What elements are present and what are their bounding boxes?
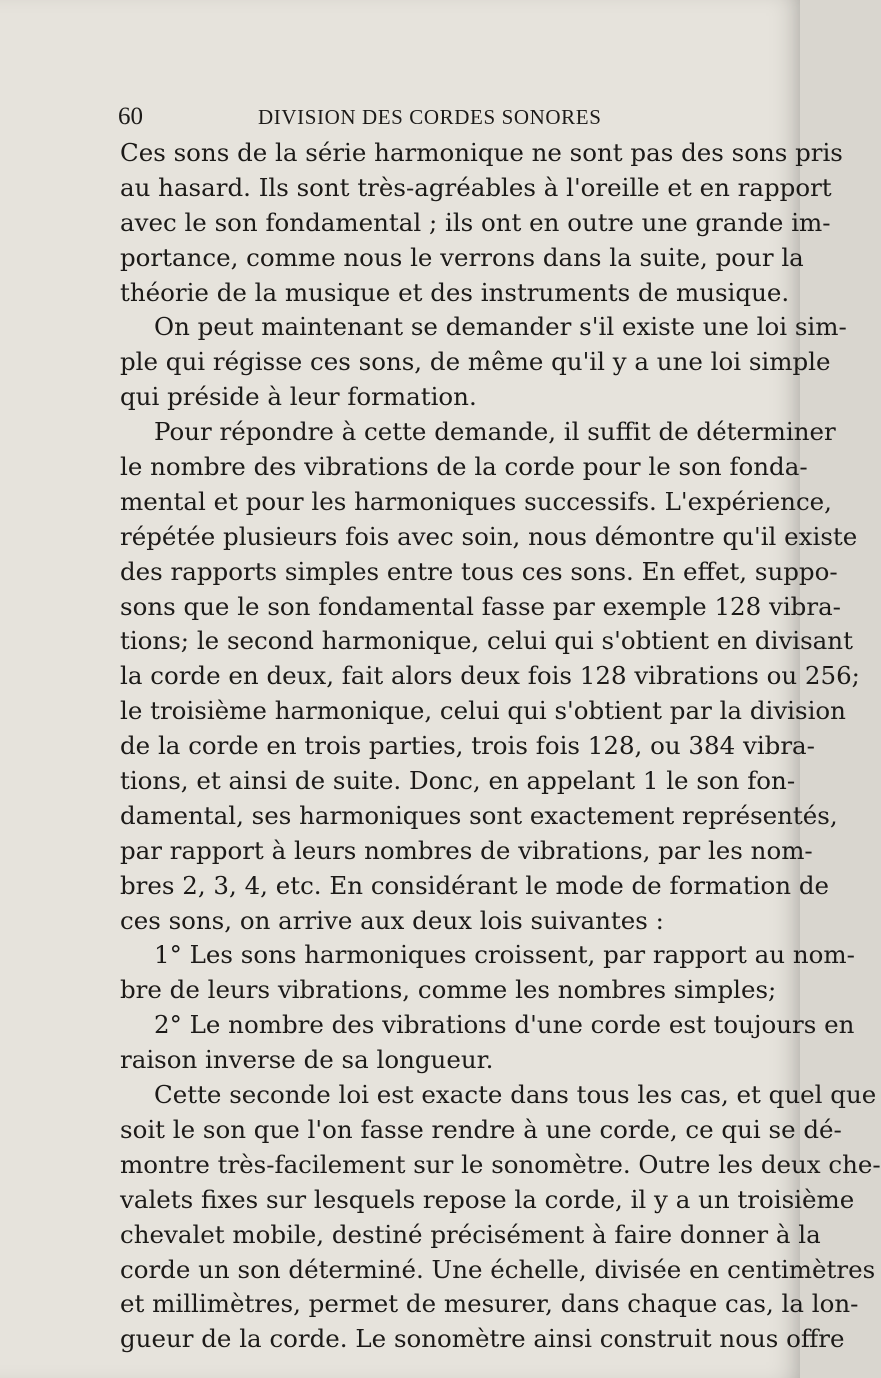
text-line: montre très-facilement sur le sonomètre. Outre les deux che- xyxy=(120,1149,881,1179)
text-line: portance, comme nous le verrons dans la suite, pour la xyxy=(120,242,804,272)
text-line: au hasard. Ils sont très-agréables à l'oreille et en rapport xyxy=(120,172,832,202)
text-line: des rapports simples entre tous ces sons. En effet, suppo- xyxy=(120,556,838,586)
text-line: damental, ses harmoniques sont exactement représentés, xyxy=(120,800,838,830)
text-line: sons que le son fondamental fasse par exemple 128 vibra- xyxy=(120,591,841,621)
text-line: On peut maintenant se demander s'il existe une loi sim- xyxy=(154,312,847,342)
text-line: qui préside à leur formation. xyxy=(120,382,477,412)
text-line: Cette seconde loi est exacte dans tous les cas, et quel que xyxy=(154,1080,877,1110)
page-number: 60 xyxy=(118,103,143,130)
text-line: par rapport à leurs nombres de vibrations, par les nom- xyxy=(120,835,813,865)
page-header xyxy=(118,100,768,134)
text-line: bre de leurs vibrations, comme les nombres simples; xyxy=(120,975,777,1005)
text-line: théorie de la musique et des instruments de musique. xyxy=(120,277,790,307)
text-line: 2° Le nombre des vibrations d'une corde est toujours en xyxy=(154,1010,855,1040)
text-line: le troisième harmonique, celui qui s'obtient par la division xyxy=(120,696,846,726)
text-line: corde un son déterminé. Une échelle, divisée en centimètres xyxy=(120,1254,876,1284)
text-line: ple qui régisse ces sons, de même qu'il y a une loi simple xyxy=(120,347,831,377)
text-line: avec le son fondamental ; ils ont en outre une grande im- xyxy=(120,207,831,237)
text-line: et millimètres, permet de mesurer, dans chaque cas, la lon- xyxy=(120,1289,859,1319)
text-line: bres 2, 3, 4, etc. En considérant le mode de formation de xyxy=(120,870,830,900)
running-title: DIVISION DES CORDES SONORES xyxy=(258,105,602,129)
text-line: le nombre des vibrations de la corde pour le son fonda- xyxy=(120,452,808,482)
text-line: Pour répondre à cette demande, il suffit de déterminer xyxy=(154,417,836,447)
text-line: chevalet mobile, destiné précisément à faire donner à la xyxy=(120,1219,821,1249)
text-line: mental et pour les harmoniques successifs. L'expérience, xyxy=(120,486,832,516)
body-text xyxy=(120,136,881,1357)
text-line: soit le son que l'on fasse rendre à une corde, ce qui se dé- xyxy=(120,1114,842,1144)
text-line: de la corde en trois parties, trois fois 128, ou 384 vibra- xyxy=(120,731,815,761)
text-line: 1° Les sons harmoniques croissent, par rapport au nom- xyxy=(154,940,855,970)
text-line: ces sons, on arrive aux deux lois suivantes : xyxy=(120,905,664,935)
text-line: la corde en deux, fait alors deux fois 128 vibrations ou 256; xyxy=(120,661,860,691)
text-line: Ces sons de la série harmonique ne sont pas des sons pris xyxy=(120,138,843,167)
text-line: valets fixes sur lesquels repose la corde, il y a un troisième xyxy=(120,1184,855,1214)
text-line: tions; le second harmonique, celui qui s'obtient en divisant xyxy=(120,626,853,656)
text-line: gueur de la corde. Le sonomètre ainsi construit nous offre xyxy=(120,1324,845,1354)
text-line: répétée plusieurs fois avec soin, nous démontre qu'il existe xyxy=(120,521,858,551)
text-line: tions, et ainsi de suite. Donc, en appelant 1 le son fon- xyxy=(120,766,796,796)
text-line: raison inverse de sa longueur. xyxy=(120,1045,494,1075)
